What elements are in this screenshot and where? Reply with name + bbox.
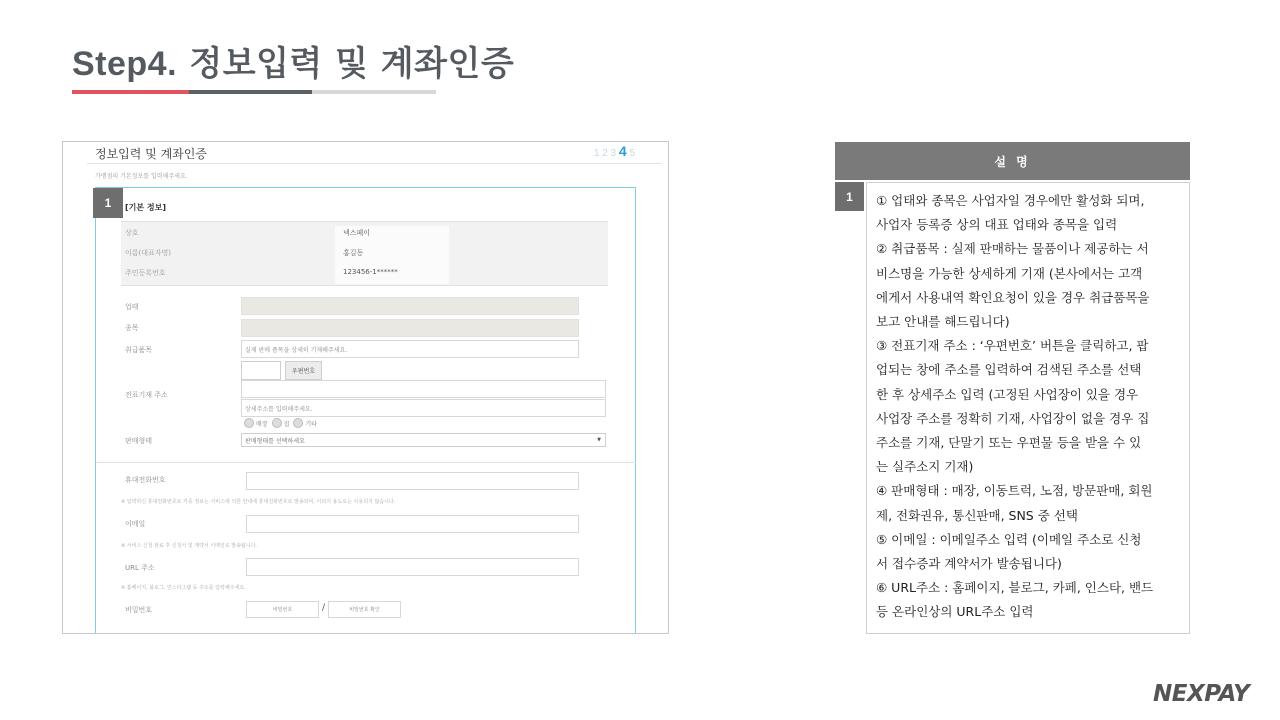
url-label: URL 주소 xyxy=(125,564,155,572)
email-hint: ※ 서비스 신청 완료 후 신청서 및 계약서 이메일로 발송됩니다. xyxy=(121,543,258,549)
business-type-input[interactable] xyxy=(241,297,579,315)
postcode-input[interactable] xyxy=(241,361,281,380)
title-underline-dark xyxy=(189,90,312,94)
description-box xyxy=(866,182,1190,634)
radio-icon xyxy=(293,418,303,428)
radio-label: 기타 xyxy=(305,420,317,428)
form-notice: 가맹점의 기본정보를 입력해주세요. xyxy=(95,173,188,180)
step-2: 2 xyxy=(602,148,608,159)
description-line: ⑤ 이메일 : 이메일주소 입력 (이메일 주소로 신청 xyxy=(876,531,1142,547)
description-line: ① 업태와 종목은 사업자일 경우에만 활성화 되며, xyxy=(876,193,1145,208)
description-line: 사업장 주소를 정확히 기재, 사업장이 없을 경우 집 xyxy=(876,410,1150,426)
radio-label: 집 xyxy=(283,420,290,428)
form-divider xyxy=(87,163,662,164)
step-3: 3 xyxy=(610,148,617,159)
password-label: 비밀번호 xyxy=(125,606,153,614)
description-header: 설 명 xyxy=(835,142,1190,180)
sales-type-radios xyxy=(244,418,317,428)
step-4-active: 4 xyxy=(618,143,627,159)
section-title: [기본 정보] xyxy=(125,203,167,212)
section-divider xyxy=(96,462,636,463)
description-line: 등 온라인상의 URL주소 입력 xyxy=(876,604,1034,620)
sales-type-select[interactable] xyxy=(241,433,606,447)
chevron-down-icon: ▼ xyxy=(597,437,601,443)
url-input[interactable] xyxy=(246,558,579,576)
title-underline-red xyxy=(72,90,189,94)
info-value: 홍길동 xyxy=(343,249,364,257)
description-line: ⑥ URL주소 : 홈페이지, 블로그, 카페, 인스타, 밴드 xyxy=(876,580,1154,596)
description-line: 한 후 상세주소 입력 (고정된 사업장이 있을 경우 xyxy=(876,386,1139,402)
step-indicator xyxy=(594,143,635,159)
description-line: 제, 전화권유, 통신판매, SNS 중 선택 xyxy=(876,507,1078,523)
description-text xyxy=(876,189,1181,625)
mobile-input[interactable] xyxy=(246,472,579,490)
password-separator: / xyxy=(322,603,326,613)
step-1: 1 xyxy=(593,148,600,159)
nexpay-logo: NEXPAY xyxy=(1153,681,1250,707)
description-line: ② 취급품목 : 실제 판매하는 물품이나 제공하는 서 xyxy=(876,241,1149,257)
sales-type-label: 판매형태 xyxy=(125,437,153,445)
radio-other[interactable] xyxy=(293,418,317,428)
business-item-input[interactable] xyxy=(241,319,579,337)
description-marker-1: 1 xyxy=(835,182,864,211)
business-type-label: 업태 xyxy=(125,303,139,311)
description-line: 서 접수증과 계약서가 발송됩니다) xyxy=(876,556,1062,572)
slide-title-text: 정보입력 및 계좌인증 xyxy=(189,44,515,84)
description-line: 사업자 등록증 상의 대표 업태와 종목을 입력 xyxy=(876,217,1118,233)
slide-title xyxy=(72,36,514,85)
step-5: 5 xyxy=(629,148,635,159)
info-row-company xyxy=(121,225,608,245)
slide-title-step: Step4. xyxy=(72,45,178,83)
radio-label: 매장 xyxy=(256,420,268,428)
form-screenshot xyxy=(62,141,669,634)
description-line: ④ 판매형태 : 매장, 이동트럭, 노점, 방문판매, 회원 xyxy=(876,483,1153,499)
description-line: ③ 전표기재 주소 : ‘우편번호’ 버튼을 클릭하고, 팝 xyxy=(876,338,1149,354)
info-label: 상호 xyxy=(125,229,139,237)
password-input[interactable]: 비밀번호 xyxy=(246,601,319,618)
url-hint: ※ 홈페이지, 블로그, 인스타그램 등 주소를 입력해주세요. xyxy=(121,585,246,591)
info-label: 주민등록번호 xyxy=(125,269,166,277)
email-label: 이메일 xyxy=(125,520,146,528)
description-line: 보고 안내를 해드립니다) xyxy=(876,314,1010,330)
radio-icon xyxy=(272,418,282,428)
info-value: 123456-1****** xyxy=(343,268,398,276)
info-value: 넥스페이 xyxy=(343,229,371,237)
info-table xyxy=(121,221,608,286)
mobile-label: 휴대전화번호 xyxy=(125,476,166,484)
info-label: 이름(대표자명) xyxy=(125,249,172,257)
sales-type-select-value: 판매형태를 선택하세요 xyxy=(245,437,305,445)
radio-home[interactable] xyxy=(272,418,290,428)
description-line: 는 실주소지 기재) xyxy=(876,459,974,475)
mobile-hint: ※ 입력하신 휴대전화번호로 각종 정보는 서비스에 의한 안내에 휴대전화번호로 발송되며, 이외의 용도로는 사용되지 않습니다. xyxy=(121,499,396,505)
form-heading: 정보입력 및 계좌인증 xyxy=(95,147,207,161)
business-item-label: 종목 xyxy=(125,324,139,332)
info-row-name xyxy=(121,245,608,265)
description-line: 비스명을 가능한 상세하게 기재 (본사에서는 고객 xyxy=(876,265,1143,281)
info-row-rrn xyxy=(121,265,608,285)
address-input[interactable] xyxy=(241,380,606,398)
address-label: 전표기재 주소 xyxy=(125,391,168,399)
email-input[interactable] xyxy=(246,515,579,533)
address-detail-input[interactable]: 상세주소를 입력해주세요. xyxy=(241,399,606,417)
goods-label: 취급품목 xyxy=(125,346,153,354)
form-marker-1: 1 xyxy=(93,188,123,218)
radio-icon xyxy=(244,418,254,428)
radio-store[interactable] xyxy=(244,418,268,428)
description-line: 에게서 사용내역 확인요청이 있을 경우 취급품목을 xyxy=(876,289,1150,305)
goods-input[interactable]: 실제 판매 품목을 상세히 기재해주세요. xyxy=(241,340,579,358)
description-line: 주소를 기재, 단말기 또는 우편물 등을 받을 수 있 xyxy=(876,435,1142,451)
postcode-button[interactable]: 우편번호 xyxy=(285,361,322,380)
title-underline xyxy=(72,90,436,94)
password-confirm-input[interactable]: 비밀번호 확인 xyxy=(328,601,401,618)
description-line: 업되는 창에 주소를 입력하여 검색된 주소를 선택 xyxy=(876,362,1142,378)
title-underline-light xyxy=(312,90,436,94)
